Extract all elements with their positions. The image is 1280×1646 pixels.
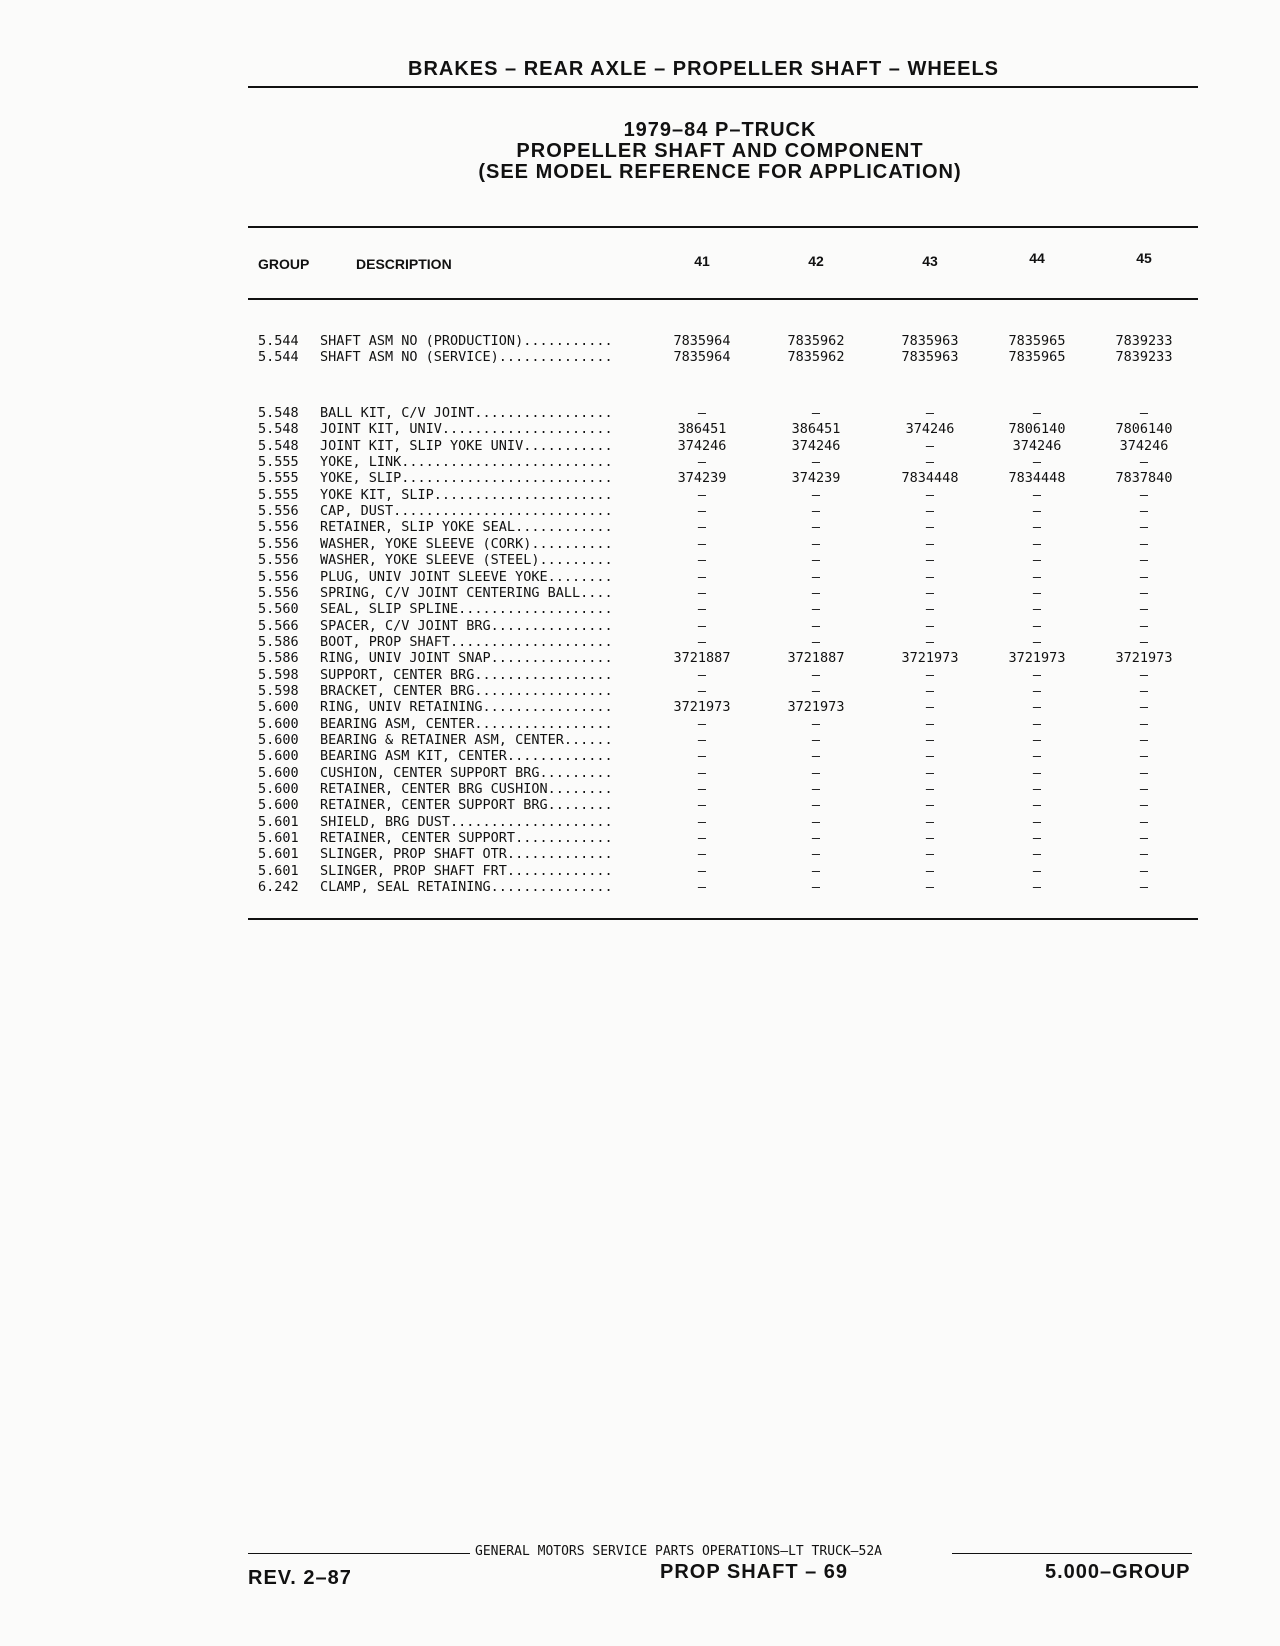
row-value-model-42: — bbox=[811, 486, 821, 503]
row-value-model-42: — bbox=[811, 830, 821, 847]
row-value-model-41: — bbox=[697, 764, 707, 781]
row-value-model-42: — bbox=[811, 797, 821, 814]
row-value-model-44: — bbox=[1032, 846, 1042, 863]
column-header-model-41: 41 bbox=[694, 253, 710, 269]
row-value-model-41: — bbox=[697, 584, 707, 601]
row-value-model-41: — bbox=[697, 879, 707, 896]
row-value-model-42: — bbox=[811, 519, 821, 536]
row-value-model-45: 7806140 bbox=[1115, 421, 1173, 438]
row-value-model-44: — bbox=[1032, 454, 1042, 471]
row-group: 5.555 bbox=[258, 470, 299, 487]
table-row bbox=[0, 667, 1280, 683]
row-description: BEARING ASM KIT, CENTER............. bbox=[320, 748, 613, 765]
row-description: SPRING, C/V JOINT CENTERING BALL.... bbox=[320, 584, 613, 601]
row-value-model-41: 386451 bbox=[677, 421, 727, 438]
row-value-model-43: — bbox=[925, 552, 935, 569]
row-group: 5.556 bbox=[258, 535, 299, 552]
section-header: BRAKES – REAR AXLE – PROPELLER SHAFT – WHEELS bbox=[408, 58, 999, 80]
row-value-model-44: — bbox=[1032, 797, 1042, 814]
table-header-rule bbox=[248, 298, 1198, 300]
row-description: PLUG, UNIV JOINT SLEEVE YOKE........ bbox=[320, 568, 613, 585]
row-value-model-44: — bbox=[1032, 405, 1042, 421]
row-group: 5.548 bbox=[258, 437, 299, 454]
row-group: 5.548 bbox=[258, 421, 299, 438]
row-value-model-42: 3721887 bbox=[787, 650, 845, 667]
row-value-model-41: — bbox=[697, 601, 707, 618]
page-title bbox=[420, 120, 1020, 183]
row-value-model-44: — bbox=[1032, 781, 1042, 798]
table-row bbox=[0, 748, 1280, 764]
row-value-model-42: — bbox=[811, 879, 821, 896]
row-value-model-44: 7834448 bbox=[1008, 470, 1066, 487]
table-row bbox=[0, 781, 1280, 797]
row-value-model-44: — bbox=[1032, 830, 1042, 847]
row-value-model-42: 374246 bbox=[791, 437, 841, 454]
table-row bbox=[0, 683, 1280, 699]
title-line-2: PROPELLER SHAFT AND COMPONENT bbox=[516, 140, 924, 162]
table-bottom-rule bbox=[248, 918, 1198, 920]
row-value-model-43: — bbox=[925, 732, 935, 748]
table-row bbox=[0, 519, 1280, 535]
table-row bbox=[0, 879, 1280, 895]
row-value-model-43: — bbox=[925, 797, 935, 814]
row-value-model-44: — bbox=[1032, 633, 1042, 650]
row-value-model-42: 374239 bbox=[791, 470, 841, 487]
row-value-model-43: — bbox=[925, 437, 935, 454]
row-description: RETAINER, SLIP YOKE SEAL............ bbox=[320, 519, 613, 536]
row-value-model-42: — bbox=[811, 781, 821, 798]
row-value-model-45: — bbox=[1139, 666, 1149, 683]
row-value-model-44: — bbox=[1032, 879, 1042, 896]
row-value-model-43: 3721973 bbox=[901, 650, 959, 667]
row-value-model-44: — bbox=[1032, 862, 1042, 879]
row-value-model-44: — bbox=[1032, 568, 1042, 585]
table-row bbox=[0, 454, 1280, 470]
table-row bbox=[0, 618, 1280, 634]
row-description: YOKE, SLIP.......................... bbox=[320, 470, 613, 487]
row-value-model-43: — bbox=[925, 846, 935, 863]
title-line-1: 1979–84 P–TRUCK bbox=[623, 119, 817, 141]
row-value-model-45: — bbox=[1139, 405, 1149, 421]
row-description: SHAFT ASM NO (SERVICE).............. bbox=[320, 349, 613, 365]
row-value-model-43: — bbox=[925, 764, 935, 781]
row-group: 5.600 bbox=[258, 715, 299, 732]
row-value-model-42: — bbox=[811, 633, 821, 650]
row-description: YOKE, LINK.......................... bbox=[320, 454, 613, 471]
row-value-model-41: — bbox=[697, 732, 707, 748]
row-value-model-43: — bbox=[925, 405, 935, 421]
row-value-model-45: — bbox=[1139, 633, 1149, 650]
row-value-model-45: — bbox=[1139, 486, 1149, 503]
table-row bbox=[0, 349, 1280, 365]
row-value-model-43: — bbox=[925, 748, 935, 765]
row-value-model-43: — bbox=[925, 568, 935, 585]
row-group: 5.598 bbox=[258, 682, 299, 699]
column-header-model-42: 42 bbox=[808, 253, 824, 269]
row-value-model-42: — bbox=[811, 503, 821, 520]
row-value-model-42: 386451 bbox=[791, 421, 841, 438]
row-value-model-43: — bbox=[925, 584, 935, 601]
row-value-model-42: — bbox=[811, 454, 821, 471]
row-value-model-43: — bbox=[925, 699, 935, 716]
row-group: 5.601 bbox=[258, 813, 299, 830]
footer-source: GENERAL MOTORS SERVICE PARTS OPERATIONS—LT TRUCK—52A bbox=[475, 1544, 882, 1559]
row-value-model-43: — bbox=[925, 830, 935, 847]
row-value-model-41: 374239 bbox=[677, 470, 727, 487]
column-header-description: DESCRIPTION bbox=[356, 256, 452, 272]
table-row bbox=[0, 438, 1280, 454]
row-description: SLINGER, PROP SHAFT OTR............. bbox=[320, 846, 613, 863]
row-value-model-42: — bbox=[811, 846, 821, 863]
table-row bbox=[0, 634, 1280, 650]
row-group: 5.598 bbox=[258, 666, 299, 683]
footer-rule-right bbox=[952, 1553, 1192, 1554]
row-description: SUPPORT, CENTER BRG................. bbox=[320, 666, 613, 683]
row-value-model-43: 7835963 bbox=[901, 333, 959, 349]
row-description: SHIELD, BRG DUST.................... bbox=[320, 813, 613, 830]
row-group: 5.556 bbox=[258, 519, 299, 536]
row-value-model-44: — bbox=[1032, 503, 1042, 520]
row-description: RING, UNIV RETAINING................ bbox=[320, 699, 613, 716]
table-row bbox=[0, 470, 1280, 486]
row-value-model-44: — bbox=[1032, 552, 1042, 569]
row-value-model-42: — bbox=[811, 862, 821, 879]
title-line-3: (SEE MODEL REFERENCE FOR APPLICATION) bbox=[478, 161, 962, 183]
row-group: 5.600 bbox=[258, 732, 299, 748]
row-value-model-44: — bbox=[1032, 732, 1042, 748]
row-description: SHAFT ASM NO (PRODUCTION)........... bbox=[320, 333, 613, 349]
table-row bbox=[0, 405, 1280, 421]
table-row bbox=[0, 863, 1280, 879]
row-value-model-42: — bbox=[811, 666, 821, 683]
row-value-model-45: — bbox=[1139, 715, 1149, 732]
row-description: BOOT, PROP SHAFT.................... bbox=[320, 633, 613, 650]
row-value-model-42: — bbox=[811, 813, 821, 830]
row-value-model-41: 7835964 bbox=[673, 333, 731, 349]
row-value-model-45: 7837840 bbox=[1115, 470, 1173, 487]
table-row bbox=[0, 732, 1280, 748]
row-value-model-44: — bbox=[1032, 715, 1042, 732]
row-value-model-41: — bbox=[697, 781, 707, 798]
table-row bbox=[0, 569, 1280, 585]
row-value-model-43: — bbox=[925, 503, 935, 520]
table-row bbox=[0, 601, 1280, 617]
table-row bbox=[0, 846, 1280, 862]
row-value-model-44: — bbox=[1032, 666, 1042, 683]
table-row bbox=[0, 797, 1280, 813]
row-value-model-44: — bbox=[1032, 519, 1042, 536]
row-value-model-43: 7835963 bbox=[901, 349, 959, 365]
row-group: 5.556 bbox=[258, 503, 299, 520]
group-number: 5.000–GROUP bbox=[1045, 1561, 1191, 1583]
row-value-model-45: 7839233 bbox=[1115, 349, 1173, 365]
row-value-model-45: — bbox=[1139, 830, 1149, 847]
row-value-model-44: — bbox=[1032, 584, 1042, 601]
row-group: 5.586 bbox=[258, 650, 299, 667]
table-row bbox=[0, 716, 1280, 732]
row-value-model-42: — bbox=[811, 552, 821, 569]
column-header-group: GROUP bbox=[258, 256, 310, 272]
row-value-model-44: — bbox=[1032, 486, 1042, 503]
row-value-model-45: — bbox=[1139, 862, 1149, 879]
row-value-model-45: — bbox=[1139, 503, 1149, 520]
table-row bbox=[0, 503, 1280, 519]
row-value-model-41: 374246 bbox=[677, 437, 727, 454]
row-group: 5.555 bbox=[258, 454, 299, 471]
row-value-model-44: 7835965 bbox=[1008, 333, 1066, 349]
row-value-model-43: — bbox=[925, 666, 935, 683]
row-group: 5.600 bbox=[258, 764, 299, 781]
row-value-model-43: 374246 bbox=[905, 421, 955, 438]
table-row bbox=[0, 585, 1280, 601]
row-value-model-43: — bbox=[925, 862, 935, 879]
row-description: YOKE KIT, SLIP...................... bbox=[320, 486, 613, 503]
row-group: 5.566 bbox=[258, 617, 299, 634]
row-value-model-42: — bbox=[811, 568, 821, 585]
table-row bbox=[0, 552, 1280, 568]
row-group: 5.544 bbox=[258, 333, 299, 349]
row-value-model-45: — bbox=[1139, 601, 1149, 618]
row-group: 5.548 bbox=[258, 405, 299, 421]
row-value-model-45: — bbox=[1139, 699, 1149, 716]
row-value-model-44: — bbox=[1032, 813, 1042, 830]
row-description: CLAMP, SEAL RETAINING............... bbox=[320, 879, 613, 896]
row-description: JOINT KIT, UNIV..................... bbox=[320, 421, 613, 438]
row-value-model-41: — bbox=[697, 748, 707, 765]
column-header-model-43: 43 bbox=[922, 253, 938, 269]
row-value-model-42: — bbox=[811, 617, 821, 634]
row-value-model-41: — bbox=[697, 846, 707, 863]
row-value-model-42: — bbox=[811, 715, 821, 732]
row-description: BEARING ASM, CENTER................. bbox=[320, 715, 613, 732]
row-value-model-41: — bbox=[697, 552, 707, 569]
row-value-model-41: 7835964 bbox=[673, 349, 731, 365]
row-group: 5.600 bbox=[258, 699, 299, 716]
row-value-model-42: — bbox=[811, 535, 821, 552]
row-value-model-45: — bbox=[1139, 797, 1149, 814]
row-value-model-44: — bbox=[1032, 764, 1042, 781]
table-row bbox=[0, 333, 1280, 349]
row-value-model-41: — bbox=[697, 503, 707, 520]
row-value-model-41: — bbox=[697, 862, 707, 879]
header-rule bbox=[248, 86, 1198, 88]
row-group: 5.586 bbox=[258, 633, 299, 650]
table-row bbox=[0, 536, 1280, 552]
row-value-model-43: — bbox=[925, 519, 935, 536]
row-value-model-41: — bbox=[697, 666, 707, 683]
row-value-model-43: — bbox=[925, 486, 935, 503]
row-value-model-41: — bbox=[697, 682, 707, 699]
row-value-model-41: — bbox=[697, 813, 707, 830]
row-value-model-41: — bbox=[697, 519, 707, 536]
row-value-model-42: — bbox=[811, 682, 821, 699]
row-value-model-45: — bbox=[1139, 552, 1149, 569]
row-value-model-44: 7835965 bbox=[1008, 349, 1066, 365]
row-value-model-41: 3721887 bbox=[673, 650, 731, 667]
row-value-model-44: — bbox=[1032, 682, 1042, 699]
row-value-model-45: — bbox=[1139, 846, 1149, 863]
footer-rule-left bbox=[248, 1553, 470, 1554]
row-description: CUSHION, CENTER SUPPORT BRG......... bbox=[320, 764, 613, 781]
row-value-model-42: 3721973 bbox=[787, 699, 845, 716]
row-value-model-44: 374246 bbox=[1012, 437, 1062, 454]
row-value-model-41: — bbox=[697, 486, 707, 503]
row-group: 6.242 bbox=[258, 879, 299, 896]
row-group: 5.601 bbox=[258, 846, 299, 863]
row-value-model-41: — bbox=[697, 568, 707, 585]
row-value-model-43: — bbox=[925, 813, 935, 830]
row-value-model-45: 374246 bbox=[1119, 437, 1169, 454]
row-value-model-45: — bbox=[1139, 813, 1149, 830]
row-value-model-45: 7839233 bbox=[1115, 333, 1173, 349]
row-value-model-41: 3721973 bbox=[673, 699, 731, 716]
column-header-model-45: 45 bbox=[1136, 250, 1152, 266]
row-value-model-44: — bbox=[1032, 748, 1042, 765]
row-value-model-43: 7834448 bbox=[901, 470, 959, 487]
row-value-model-41: — bbox=[697, 617, 707, 634]
row-value-model-44: 3721973 bbox=[1008, 650, 1066, 667]
row-value-model-43: — bbox=[925, 535, 935, 552]
row-value-model-42: — bbox=[811, 764, 821, 781]
row-description: RETAINER, CENTER SUPPORT BRG........ bbox=[320, 797, 613, 814]
row-value-model-44: — bbox=[1032, 617, 1042, 634]
row-description: WASHER, YOKE SLEEVE (CORK).......... bbox=[320, 535, 613, 552]
row-value-model-44: — bbox=[1032, 699, 1042, 716]
row-value-model-41: — bbox=[697, 405, 707, 421]
row-group: 5.560 bbox=[258, 601, 299, 618]
row-description: JOINT KIT, SLIP YOKE UNIV........... bbox=[320, 437, 613, 454]
row-value-model-42: 7835962 bbox=[787, 349, 845, 365]
row-description: BEARING & RETAINER ASM, CENTER...... bbox=[320, 732, 613, 748]
row-value-model-45: — bbox=[1139, 764, 1149, 781]
row-value-model-41: — bbox=[697, 454, 707, 471]
row-group: 5.600 bbox=[258, 781, 299, 798]
row-group: 5.556 bbox=[258, 552, 299, 569]
row-description: SEAL, SLIP SPLINE................... bbox=[320, 601, 613, 618]
row-group: 5.556 bbox=[258, 568, 299, 585]
row-value-model-42: — bbox=[811, 601, 821, 618]
column-header-model-44: 44 bbox=[1029, 250, 1045, 266]
table-row bbox=[0, 699, 1280, 715]
row-value-model-45: — bbox=[1139, 617, 1149, 634]
row-value-model-43: — bbox=[925, 879, 935, 896]
table-row bbox=[0, 814, 1280, 830]
row-value-model-45: 3721973 bbox=[1115, 650, 1173, 667]
table-row bbox=[0, 487, 1280, 503]
row-group: 5.601 bbox=[258, 830, 299, 847]
page-number: PROP SHAFT – 69 bbox=[660, 1561, 849, 1583]
row-value-model-42: — bbox=[811, 405, 821, 421]
row-value-model-43: — bbox=[925, 682, 935, 699]
row-value-model-45: — bbox=[1139, 584, 1149, 601]
row-description: SLINGER, PROP SHAFT FRT............. bbox=[320, 862, 613, 879]
row-description: BRACKET, CENTER BRG................. bbox=[320, 682, 613, 699]
row-value-model-42: — bbox=[811, 584, 821, 601]
row-value-model-41: — bbox=[697, 830, 707, 847]
revision-label: REV. 2–87 bbox=[248, 1567, 352, 1589]
row-description: CAP, DUST........................... bbox=[320, 503, 613, 520]
row-value-model-45: — bbox=[1139, 748, 1149, 765]
row-group: 5.600 bbox=[258, 797, 299, 814]
row-value-model-45: — bbox=[1139, 535, 1149, 552]
row-group: 5.601 bbox=[258, 862, 299, 879]
table-row bbox=[0, 830, 1280, 846]
row-value-model-45: — bbox=[1139, 568, 1149, 585]
row-group: 5.556 bbox=[258, 584, 299, 601]
row-value-model-43: — bbox=[925, 781, 935, 798]
row-value-model-45: — bbox=[1139, 732, 1149, 748]
row-value-model-41: — bbox=[697, 797, 707, 814]
row-value-model-45: — bbox=[1139, 519, 1149, 536]
row-value-model-45: — bbox=[1139, 454, 1149, 471]
row-value-model-42: — bbox=[811, 732, 821, 748]
row-value-model-43: — bbox=[925, 601, 935, 618]
row-group: 5.600 bbox=[258, 748, 299, 765]
row-value-model-45: — bbox=[1139, 879, 1149, 896]
row-description: SPACER, C/V JOINT BRG............... bbox=[320, 617, 613, 634]
row-description: BALL KIT, C/V JOINT................. bbox=[320, 405, 613, 421]
row-value-model-43: — bbox=[925, 454, 935, 471]
row-value-model-45: — bbox=[1139, 781, 1149, 798]
row-value-model-42: — bbox=[811, 748, 821, 765]
row-description: RING, UNIV JOINT SNAP............... bbox=[320, 650, 613, 667]
row-value-model-44: — bbox=[1032, 535, 1042, 552]
table-row bbox=[0, 421, 1280, 437]
row-value-model-45: — bbox=[1139, 682, 1149, 699]
row-value-model-43: — bbox=[925, 715, 935, 732]
row-value-model-41: — bbox=[697, 715, 707, 732]
row-group: 5.544 bbox=[258, 349, 299, 365]
table-row bbox=[0, 765, 1280, 781]
row-description: RETAINER, CENTER BRG CUSHION........ bbox=[320, 781, 613, 798]
row-description: WASHER, YOKE SLEEVE (STEEL)......... bbox=[320, 552, 613, 569]
row-group: 5.555 bbox=[258, 486, 299, 503]
row-value-model-43: — bbox=[925, 633, 935, 650]
row-value-model-41: — bbox=[697, 633, 707, 650]
table-row bbox=[0, 650, 1280, 666]
row-value-model-42: 7835962 bbox=[787, 333, 845, 349]
row-value-model-41: — bbox=[697, 535, 707, 552]
row-value-model-44: 7806140 bbox=[1008, 421, 1066, 438]
row-value-model-43: — bbox=[925, 617, 935, 634]
table-top-rule bbox=[248, 226, 1198, 228]
row-description: RETAINER, CENTER SUPPORT............ bbox=[320, 830, 613, 847]
row-value-model-44: — bbox=[1032, 601, 1042, 618]
